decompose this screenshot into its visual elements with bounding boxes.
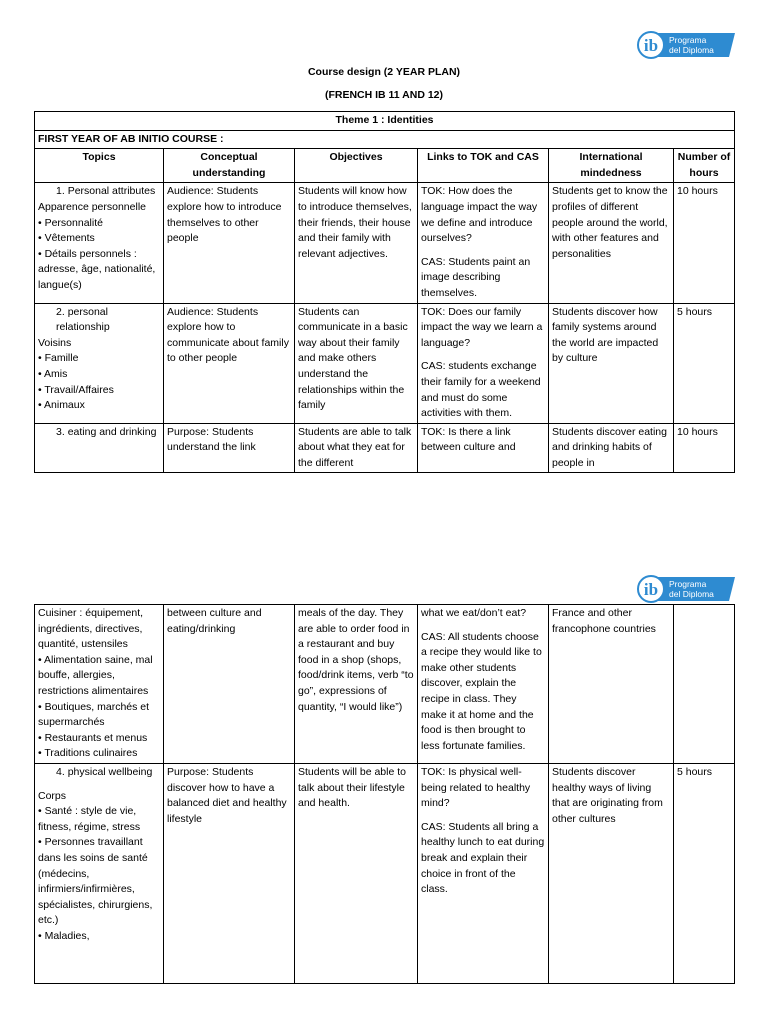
objectives-cell: Students are able to talk about what they eat for the different (295, 423, 418, 473)
col-header-objectives: Objectives (295, 149, 418, 183)
hours-cell: 10 hours (674, 423, 735, 473)
topic-line: • Personnalité (38, 216, 103, 229)
topic-line: • Santé : style de vie, fitness, régime, stress (38, 805, 141, 833)
topic-line: • Amis (38, 367, 68, 380)
page-subtitle: (FRENCH IB 11 AND 12) (324, 89, 444, 101)
cas-text: CAS: All students choose a recipe they would like to make other students discover, explain the recipe in class. They make it at home and the food is then brought to less fortunate families. (421, 630, 542, 752)
topic-title: personal relationship (56, 305, 110, 334)
objectives-cell: Students will know how to introduce themselves, their friends, their house and their family with relevant adjectives. (295, 183, 418, 303)
tok-cas-cell (418, 183, 549, 303)
topic-line: • Animaux (38, 399, 85, 412)
first-year-label: FIRST YEAR OF AB INITIO COURSE : (35, 130, 735, 149)
topic-line: • Traditions culinaires (38, 747, 138, 760)
topic-line: • Personnes travaillant dans les soins de santé (médecins, infirmiers/infirmières, spécialistes, chirurgiens, etc.) (38, 836, 153, 927)
concept-cell: between culture and eating/drinking (164, 605, 295, 764)
topic-line: Voisins (38, 336, 72, 349)
tok-cas-cell (418, 605, 549, 764)
table-row (35, 763, 735, 983)
logo-line2: del Diploma (669, 589, 714, 599)
topic-heading (38, 425, 160, 441)
concept-cell: Purpose: Students discover how to have a balanced diet and healthy lifestyle (164, 763, 295, 983)
logo-line1: Programa (669, 579, 707, 589)
hours-cell: 5 hours (674, 303, 735, 423)
table-row (35, 605, 735, 764)
topic-line: • Travail/Affaires (38, 383, 114, 396)
objectives-cell: Students can communicate in a basic way about their family and make others understand the relationships within the family (295, 303, 418, 423)
topic-line: • Restaurants et menus (38, 731, 148, 744)
course-plan-table (34, 111, 735, 473)
intl-cell: Students get to know the profiles of different people around the world, with other features and personalities (549, 183, 674, 303)
cas-text: CAS: Students paint an image describing themselves. (421, 255, 531, 299)
topic-heading (38, 305, 160, 336)
topic-number: 1. (56, 185, 65, 198)
intl-cell: Students discover how family systems around the world are impacted by culture (549, 303, 674, 423)
objectives-cell: Students will be able to talk about their lifestyle and health. (295, 763, 418, 983)
logo-line2: del Diploma (669, 45, 714, 55)
topic-line: • Boutiques, marchés et supermarchés (38, 700, 150, 729)
tok-cas-cell (418, 763, 549, 983)
topic-cell (35, 423, 164, 473)
topic-cell (35, 303, 164, 423)
hours-cell: 10 hours (674, 183, 735, 303)
intl-cell: France and other francophone countries (549, 605, 674, 764)
tok-text: TOK: Does our family impact the way we learn a language? (421, 305, 543, 349)
topic-line: • Détails personnels : adresse, âge, nationalité, langue(s) (38, 247, 156, 291)
cas-text: CAS: students exchange their family for a weekend and must do some activities with them. (421, 360, 541, 420)
topic-number: 3. (56, 425, 65, 438)
col-header-concept: Conceptual understanding (164, 149, 295, 183)
table-row (35, 183, 735, 303)
topic-line: Apparence personnelle (38, 200, 146, 213)
hours-cell (674, 605, 735, 764)
table-row (35, 423, 735, 473)
ib-mark: ib (643, 580, 659, 599)
year-row (35, 130, 735, 149)
theme-title: Theme 1 : Identities (35, 112, 735, 131)
col-header-hours: Number of hours (674, 149, 735, 183)
topic-title: physical wellbeing (67, 765, 153, 778)
topic-title: Personal attributes (67, 185, 156, 198)
topic-line: • Famille (38, 352, 79, 365)
concept-cell: Audience: Students explore how to introduce themselves to other people (164, 183, 295, 303)
topic-cell (35, 763, 164, 983)
topic-line: Corps (38, 789, 67, 802)
ib-diploma-logo (635, 574, 735, 604)
col-header-topics: Topics (35, 149, 164, 183)
topic-cell (35, 605, 164, 764)
topic-cell (35, 183, 164, 303)
objectives-cell: meals of the day. They are able to order food in a restaurant and buy food in a shop (shops, food/drink items, verb “to go”, expressions of quantity, “I would like”) (295, 605, 418, 764)
topic-number: 2. (56, 305, 65, 318)
topic-heading (38, 765, 160, 781)
topic-title: eating and drinking (67, 425, 157, 438)
cas-text: CAS: Students all bring a healthy lunch to eat during break and explain their choice in front of the class. (421, 820, 545, 896)
concept-cell: Purpose: Students understand the link (164, 423, 295, 473)
table-row (35, 303, 735, 423)
topic-line: • Maladies, (38, 929, 90, 942)
logo-line1: Programa (669, 35, 707, 45)
page-title: Course design (2 YEAR PLAN) (307, 66, 461, 78)
tok-cas-cell (418, 303, 549, 423)
header-row (35, 149, 735, 183)
intl-cell: Students discover eating and drinking habits of people in (549, 423, 674, 473)
tok-text: TOK: Is physical well-being related to healthy mind? (421, 765, 531, 810)
ib-mark: ib (643, 36, 659, 55)
col-header-intl: International mindedness (549, 149, 674, 183)
theme-row (35, 112, 735, 131)
tok-cas-cell: TOK: Is there a link between culture and (418, 423, 549, 473)
course-plan-table-continued (34, 604, 735, 984)
intl-cell: Students discover healthy ways of living that are originating from other cultures (549, 763, 674, 983)
hours-cell: 5 hours (674, 763, 735, 983)
tok-text: what we eat/don’t eat? (421, 607, 527, 619)
concept-cell: Audience: Students explore how to communicate about family to other people (164, 303, 295, 423)
tok-text: TOK: How does the language impact the way we define and introduce ourselves? (421, 185, 538, 245)
col-header-tok-cas: Links to TOK and CAS (418, 149, 549, 183)
ib-diploma-logo (635, 30, 735, 60)
topic-heading (38, 184, 160, 200)
topic-line: • Vêtements (38, 232, 95, 245)
topic-number: 4. (56, 765, 65, 778)
topic-line: • Alimentation saine, mal bouffe, allergies, restrictions alimentaires (38, 653, 153, 697)
topic-line: Cuisiner : équipement, ingrédients, directives, quantité, ustensiles (38, 607, 144, 651)
